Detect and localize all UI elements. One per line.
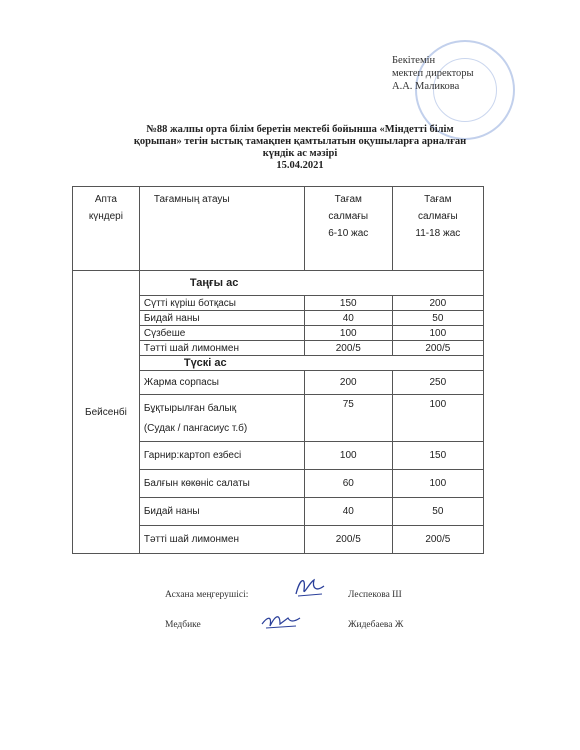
- dish-cell: Гарнир:картоп езбесі: [139, 442, 304, 470]
- day-cell: Бейсенбі: [73, 271, 140, 554]
- approval-line-3: А.А. Маликова: [392, 81, 460, 92]
- title-line-3: күндік ас мәзірі: [262, 148, 338, 159]
- nurse-signature: [258, 608, 302, 634]
- canteen-head-name: Леспекова Ш: [348, 590, 402, 600]
- weight-6-10-cell: 60: [304, 470, 392, 498]
- weight-6-10-cell: 200/5: [304, 341, 392, 356]
- lunch-label: Түскі ас: [139, 356, 483, 371]
- nurse-role: Медбике: [165, 620, 201, 630]
- weight-6-10-cell: 75: [304, 395, 392, 442]
- weight-6-10-cell: 200/5: [304, 526, 392, 554]
- approval-line-2: мектеп директоры: [392, 68, 474, 79]
- header-age2-line-3: 11-18 жас: [415, 228, 461, 239]
- dish-cell: [139, 395, 304, 442]
- weight-6-10-cell: 100: [304, 442, 392, 470]
- canteen-head-signature: [290, 572, 330, 602]
- weight-11-18-cell: 50: [392, 311, 483, 326]
- weight-11-18-cell: 50: [392, 498, 483, 526]
- canteen-head-role: Асхана меңгерушісі:: [165, 590, 249, 600]
- header-age1-line-3: 6-10 жас: [328, 228, 369, 239]
- dish-cell: Жарма сорпасы: [139, 371, 304, 395]
- weight-6-10-cell: 150: [304, 296, 392, 311]
- header-age2: [392, 187, 483, 271]
- dish-cell: Бидай наны: [139, 311, 304, 326]
- dish-cell: Сүзбеше: [139, 326, 304, 341]
- title-date: 15.04.2021: [276, 160, 324, 171]
- approval-line-1: Бекітемін: [392, 55, 436, 66]
- menu-table: [72, 186, 484, 554]
- dish-cell: Сүтті күріш ботқасы: [139, 296, 304, 311]
- header-day-line-2: күндері: [88, 211, 123, 222]
- dish-line-2: (Судак / пангасиус т.б): [143, 423, 248, 434]
- weight-11-18-cell: 200: [392, 296, 483, 311]
- weight-6-10-cell: 40: [304, 311, 392, 326]
- weight-11-18-cell: 250: [392, 371, 483, 395]
- title-line-2: қорыпан» тегін ыстық тамақпен қамтылатын оқушыларға арналған: [133, 136, 467, 147]
- dish-cell: Балғын көкөніс салаты: [139, 470, 304, 498]
- weight-11-18-cell: 100: [392, 395, 483, 442]
- header-age2-line-1: Тағам: [424, 194, 452, 205]
- weight-6-10-cell: 200: [304, 371, 392, 395]
- folded-corner: [0, 0, 90, 150]
- header-age1-line-1: Тағам: [334, 194, 362, 205]
- title-line-1: №88 жалпы орта білім беретін мектебі бойынша «Міндетті білім: [146, 124, 454, 135]
- breakfast-label: Таңғы ас: [139, 271, 483, 296]
- header-age1: [304, 187, 392, 271]
- header-day: [73, 187, 140, 271]
- document-title: [110, 124, 490, 172]
- dish-cell: Бидай наны: [139, 498, 304, 526]
- approval-block: [392, 54, 542, 93]
- weight-6-10-cell: 100: [304, 326, 392, 341]
- weight-6-10-cell: 40: [304, 498, 392, 526]
- breakfast-section-row: [73, 271, 484, 296]
- weight-11-18-cell: 100: [392, 470, 483, 498]
- weight-11-18-cell: 100: [392, 326, 483, 341]
- dish-line-1: Бұқтырылған балық: [143, 403, 237, 414]
- weight-11-18-cell: 200/5: [392, 526, 483, 554]
- weight-11-18-cell: 150: [392, 442, 483, 470]
- header-dish: [139, 187, 304, 271]
- dish-cell: Тәтті шай лимонмен: [139, 341, 304, 356]
- header-dish-label: Тағамның атауы: [153, 194, 230, 205]
- weight-11-18-cell: 200/5: [392, 341, 483, 356]
- nurse-name: Жидебаева Ж: [348, 620, 404, 630]
- table-header-row: [73, 187, 484, 271]
- header-day-line-1: Апта: [94, 194, 117, 205]
- header-age1-line-2: салмағы: [328, 211, 369, 222]
- header-age2-line-2: салмағы: [417, 211, 458, 222]
- dish-cell: Тәтті шай лимонмен: [139, 526, 304, 554]
